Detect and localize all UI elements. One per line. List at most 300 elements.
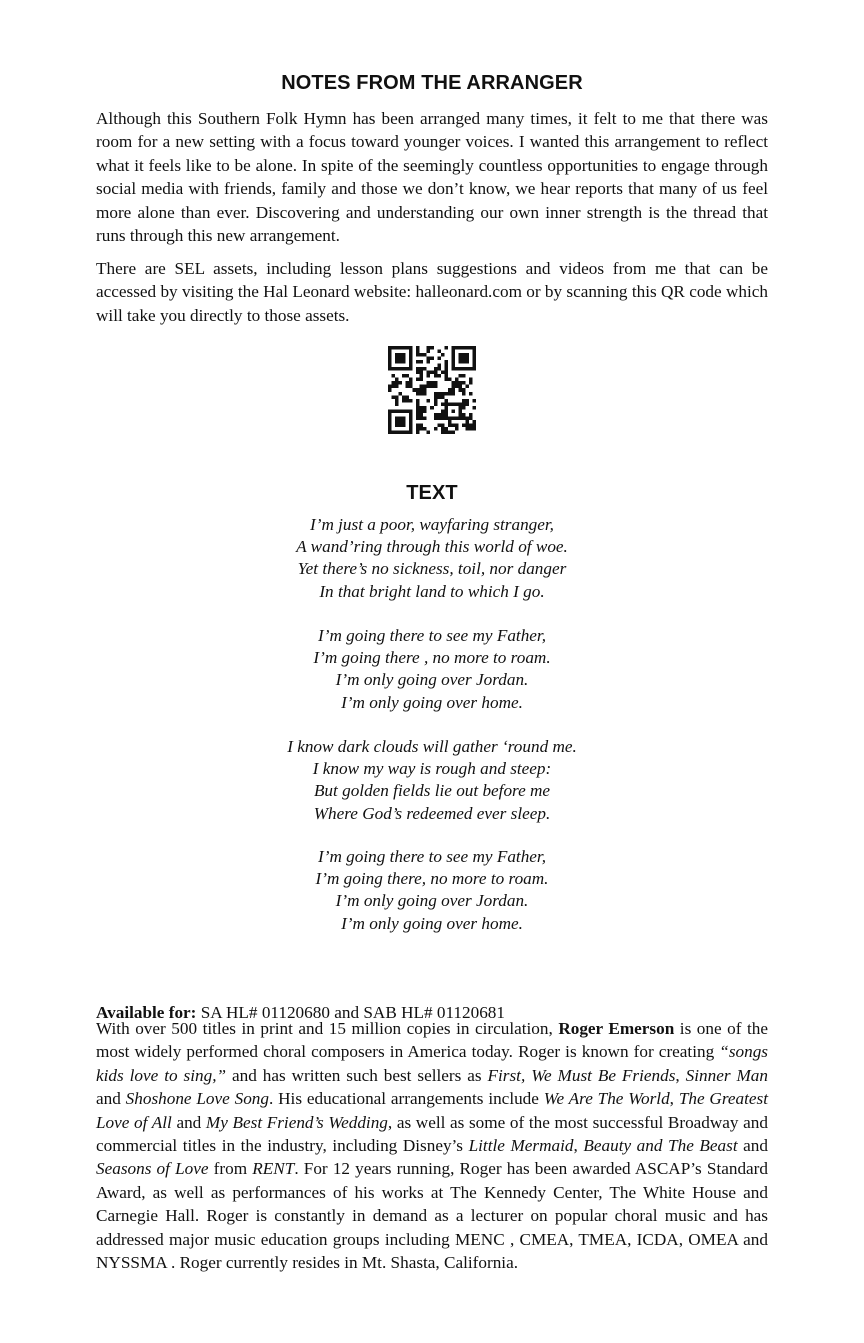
qr-module xyxy=(399,430,403,434)
stanza-line: I know dark clouds will gather ‘round me. xyxy=(287,737,577,756)
qr-module xyxy=(434,385,438,389)
qr-module xyxy=(409,378,413,382)
qr-module xyxy=(462,357,466,361)
bio-title: Sinner Man xyxy=(685,1065,768,1085)
qr-module xyxy=(451,357,455,361)
qr-module xyxy=(395,416,399,420)
qr-module xyxy=(458,416,462,420)
qr-module xyxy=(472,364,476,368)
qr-module xyxy=(434,381,438,385)
qr-module xyxy=(465,353,469,357)
qr-module xyxy=(388,364,392,368)
qr-module xyxy=(437,392,441,396)
qr-module xyxy=(392,409,396,413)
qr-module xyxy=(402,357,406,361)
qr-module xyxy=(472,423,476,427)
qr-module xyxy=(444,374,448,378)
qr-module xyxy=(423,367,427,371)
qr-module xyxy=(458,357,462,361)
qr-module xyxy=(395,399,399,403)
qr-module xyxy=(458,381,462,385)
bio-text: is one of the most widely performed choral composers in America today. Roger is known for creating xyxy=(96,1019,768,1062)
qr-module xyxy=(399,346,403,350)
qr-module xyxy=(462,353,466,357)
qr-module xyxy=(441,409,445,413)
qr-module xyxy=(420,374,424,378)
bio-title: We Are The World xyxy=(543,1089,670,1109)
qr-module xyxy=(437,416,441,420)
qr-module xyxy=(451,350,455,354)
qr-module xyxy=(455,378,459,382)
qr-module xyxy=(448,388,452,392)
qr-module xyxy=(416,378,420,382)
qr-module xyxy=(434,413,438,417)
qr-module xyxy=(465,423,469,427)
qr-module xyxy=(406,399,410,403)
qr-module xyxy=(402,360,406,364)
qr-module xyxy=(462,381,466,385)
qr-module xyxy=(416,350,420,354)
qr-module xyxy=(388,350,392,354)
qr-module xyxy=(444,399,448,403)
qr-module xyxy=(395,346,399,350)
stanza-line: I’m going there to see my Father, xyxy=(318,626,546,645)
stanza-line: I’m only going over Jordan. xyxy=(335,891,529,911)
qr-module xyxy=(402,395,406,399)
qr-module xyxy=(416,371,420,375)
qr-module xyxy=(455,381,459,385)
qr-module xyxy=(406,367,410,371)
qr-module xyxy=(395,409,399,413)
qr-module xyxy=(416,416,420,420)
qr-module xyxy=(423,353,427,357)
qr-module xyxy=(416,409,420,413)
qr-module xyxy=(388,346,392,350)
qr-module xyxy=(472,357,476,361)
bio-title: RENT xyxy=(252,1159,295,1179)
qr-module xyxy=(462,392,466,396)
qr-module xyxy=(472,406,476,410)
qr-module xyxy=(416,413,420,417)
qr-module xyxy=(437,350,441,354)
qr-module xyxy=(451,416,455,420)
qr-module xyxy=(437,357,441,361)
qr-module xyxy=(409,360,413,364)
qr-module xyxy=(388,430,392,434)
qr-module xyxy=(451,360,455,364)
qr-module xyxy=(409,409,413,413)
qr-module xyxy=(399,367,403,371)
qr-module xyxy=(427,360,431,364)
stanza-line: I’m going there to see my Father, xyxy=(318,847,546,866)
qr-module xyxy=(462,367,466,371)
qr-module xyxy=(392,395,396,399)
qr-module xyxy=(465,357,469,361)
bio-text: and xyxy=(737,1136,768,1156)
qr-module xyxy=(395,381,399,385)
qr-module xyxy=(392,367,396,371)
qr-module xyxy=(462,402,466,406)
qr-module xyxy=(448,416,452,420)
qr-module xyxy=(444,416,448,420)
qr-module xyxy=(469,427,473,431)
bio-text: and xyxy=(171,1112,206,1132)
availability-label: Available for: xyxy=(96,1003,197,1023)
qr-module xyxy=(420,423,424,427)
qr-module xyxy=(399,409,403,413)
qr-module xyxy=(416,406,420,410)
qr-module xyxy=(406,395,410,399)
qr-module xyxy=(451,385,455,389)
qr-module xyxy=(444,364,448,368)
qr-module xyxy=(451,423,455,427)
qr-module xyxy=(427,374,431,378)
qr-module xyxy=(469,346,473,350)
qr-module xyxy=(462,423,466,427)
qr-module xyxy=(427,346,431,350)
qr-module xyxy=(458,413,462,417)
stanza-line: I know my way is rough and steep: xyxy=(312,759,552,779)
qr-module xyxy=(448,420,452,424)
qr-module xyxy=(441,416,445,420)
qr-module xyxy=(441,423,445,427)
qr-module xyxy=(409,346,413,350)
qr-module xyxy=(437,395,441,399)
qr-module xyxy=(458,385,462,389)
qr-module xyxy=(388,427,392,431)
qr-module xyxy=(420,353,424,357)
qr-module xyxy=(458,406,462,410)
qr-module xyxy=(416,423,420,427)
qr-module xyxy=(458,409,462,413)
qr-module xyxy=(455,416,459,420)
qr-module xyxy=(406,409,410,413)
bio-text: . His educational arrangements include xyxy=(269,1089,544,1109)
qr-module xyxy=(469,378,473,382)
stanza-1 xyxy=(96,514,768,603)
qr-code[interactable] xyxy=(388,346,476,434)
qr-module xyxy=(430,357,434,361)
qr-module xyxy=(458,388,462,392)
qr-module xyxy=(448,430,452,434)
bio-title: The Greatest Love of All xyxy=(96,1089,768,1132)
qr-module xyxy=(434,399,438,403)
stanza-line: But golden fields lie out before me xyxy=(313,781,551,801)
qr-module xyxy=(420,413,424,417)
qr-module xyxy=(451,402,455,406)
qr-module xyxy=(395,357,399,361)
qr-module xyxy=(444,409,448,413)
bio-text: , xyxy=(669,1089,679,1109)
bio-title: My Best Friend’s Wedding xyxy=(205,1112,388,1132)
qr-module xyxy=(402,367,406,371)
bio-title: Shoshone Love Song xyxy=(125,1089,269,1109)
qr-module xyxy=(437,374,441,378)
qr-module xyxy=(437,413,441,417)
qr-module xyxy=(441,402,445,406)
qr-module xyxy=(416,392,420,396)
qr-module xyxy=(458,374,462,378)
qr-module xyxy=(465,427,469,431)
availability-value: SA HL# 01120680 and SAB HL# 01120681 xyxy=(200,1003,505,1023)
bio-quote: “songs kids love to sing,” xyxy=(96,1042,768,1085)
qr-module xyxy=(395,420,399,424)
qr-module xyxy=(399,423,403,427)
qr-module xyxy=(420,392,424,396)
qr-module xyxy=(441,430,445,434)
qr-module xyxy=(416,388,420,392)
qr-module xyxy=(416,402,420,406)
qr-module xyxy=(472,427,476,431)
qr-module xyxy=(409,430,413,434)
bio-title: Beauty and The Beast xyxy=(583,1136,738,1156)
stanza-line: I’m only going over Jordan. xyxy=(335,670,529,690)
notes-paragraph-1: Although this Southern Folk Hymn has been arranged many times, it felt to me that there was room for a new setting with a focus toward younger voices. I wanted this arrangement to reflect what it feels like to be alone. In spite of the seemingly countless opportunities to engage through social media with friends, family and those we don’t know, we hear reports that many of us feel more alone than ever. Discovering and understanding our own inner strength is the thread that runs through this new arrangement. xyxy=(96,109,768,246)
qr-module xyxy=(455,367,459,371)
qr-module xyxy=(388,423,392,427)
qr-module xyxy=(395,385,399,389)
qr-module xyxy=(395,430,399,434)
qr-module xyxy=(441,395,445,399)
qr-module xyxy=(423,388,427,392)
stanza-line: A wand’ring through this world of woe. xyxy=(296,537,568,557)
bio-title: Seasons of Love xyxy=(96,1159,209,1179)
qr-module xyxy=(444,427,448,431)
qr-module xyxy=(423,409,427,413)
qr-module xyxy=(395,353,399,357)
qr-module xyxy=(434,427,438,431)
bio-text: and has written such best sellers as xyxy=(226,1065,488,1085)
qr-module xyxy=(430,346,434,350)
qr-module xyxy=(423,392,427,396)
bio-text: . For 12 years running, Roger has been awarded ASCAP’s Standard Award, as well as performances of his works at The Kennedy Center, The White House and Carnegie Hall. Roger is constantly in demand as a lecturer on popular choral music and has addressed major music education groups including MENC , CMEA, TMEA, ICDA, OMEA and NYSSMA . Roger currently resides in Mt. Shasta, California. xyxy=(96,1159,768,1273)
qr-module xyxy=(423,427,427,431)
qr-module xyxy=(451,367,455,371)
qr-module xyxy=(402,416,406,420)
qr-module xyxy=(427,430,431,434)
qr-module xyxy=(462,388,466,392)
qr-module xyxy=(402,346,406,350)
qr-module xyxy=(434,395,438,399)
qr-module xyxy=(427,381,431,385)
qr-module xyxy=(388,388,392,392)
qr-module xyxy=(392,374,396,378)
qr-module xyxy=(399,416,403,420)
bio-text: , xyxy=(573,1136,584,1156)
qr-module xyxy=(469,423,473,427)
qr-module xyxy=(444,346,448,350)
qr-module xyxy=(458,346,462,350)
qr-module xyxy=(416,360,420,364)
bio-title: First, We Must Be Friends xyxy=(487,1065,676,1085)
qr-module xyxy=(413,388,417,392)
qr-module xyxy=(416,430,420,434)
bio-text: With over 500 titles in print and 15 million copies in circulation, xyxy=(96,1019,559,1038)
qr-module xyxy=(388,416,392,420)
qr-module xyxy=(455,346,459,350)
notes-paragraph-2: There are SEL assets, including lesson plans suggestions and videos from me that can be accessed by visiting the Hal Leonard website: halleonard.com or by scanning this QR code which will take you directly to those assets. xyxy=(96,259,768,325)
qr-module xyxy=(395,360,399,364)
qr-module xyxy=(462,346,466,350)
qr-module xyxy=(420,371,424,375)
composer-name: Roger Emerson xyxy=(558,1019,675,1038)
qr-module xyxy=(465,367,469,371)
qr-module xyxy=(388,353,392,357)
qr-module xyxy=(427,371,431,375)
qr-module xyxy=(409,367,413,371)
stanza-line: Where God’s redeemed ever sleep. xyxy=(313,803,551,823)
stanza-line: I’m just a poor, wayfaring stranger, xyxy=(310,515,554,534)
qr-module xyxy=(451,409,455,413)
qr-module xyxy=(441,353,445,357)
qr-module xyxy=(430,406,434,410)
qr-module xyxy=(388,413,392,417)
qr-module xyxy=(469,367,473,371)
qr-module xyxy=(409,399,413,403)
qr-module xyxy=(420,378,424,382)
qr-module xyxy=(465,402,469,406)
qr-module xyxy=(409,364,413,368)
qr-module xyxy=(434,371,438,375)
qr-module xyxy=(434,374,438,378)
stanza-4 xyxy=(96,846,768,935)
qr-module xyxy=(395,395,399,399)
qr-module xyxy=(388,420,392,424)
qr-module xyxy=(406,430,410,434)
qr-module xyxy=(434,392,438,396)
qr-module xyxy=(409,413,413,417)
qr-module xyxy=(444,360,448,364)
qr-module xyxy=(430,371,434,375)
qr-module xyxy=(455,385,459,389)
qr-module xyxy=(402,409,406,413)
qr-module xyxy=(469,413,473,417)
qr-module xyxy=(465,385,469,389)
qr-module xyxy=(399,381,403,385)
qr-module xyxy=(409,420,413,424)
stanza-line: I’m only going over home. xyxy=(341,913,523,933)
stanza-3 xyxy=(96,736,768,825)
bio-text: and xyxy=(96,1089,126,1109)
qr-module xyxy=(448,402,452,406)
qr-module xyxy=(444,378,448,382)
qr-module xyxy=(465,360,469,364)
stanza-line: Yet there’s no sickness, toil, nor danger xyxy=(297,559,567,579)
qr-module xyxy=(395,367,399,371)
qr-module xyxy=(416,427,420,431)
qr-module xyxy=(465,399,469,403)
qr-module xyxy=(388,360,392,364)
qr-module xyxy=(392,381,396,385)
qr-module xyxy=(458,353,462,357)
qr-module xyxy=(434,402,438,406)
qr-module xyxy=(472,360,476,364)
qr-module xyxy=(399,353,403,357)
qr-module xyxy=(469,416,473,420)
qr-module xyxy=(462,360,466,364)
bio-text: from xyxy=(208,1159,253,1179)
qr-module xyxy=(416,346,420,350)
qr-module xyxy=(420,388,424,392)
qr-module xyxy=(441,427,445,431)
qr-module xyxy=(427,350,431,354)
notes-heading: NOTES FROM THE ARRANGER xyxy=(281,72,583,94)
qr-module xyxy=(472,420,476,424)
qr-module xyxy=(469,392,473,396)
qr-module xyxy=(420,367,424,371)
bio-text: , xyxy=(675,1065,686,1085)
qr-module xyxy=(420,409,424,413)
qr-module xyxy=(416,399,420,403)
qr-module xyxy=(395,378,399,382)
qr-module xyxy=(420,406,424,410)
qr-module xyxy=(444,392,448,396)
qr-module xyxy=(444,371,448,375)
qr-module xyxy=(409,357,413,361)
qr-module xyxy=(451,364,455,368)
qr-module xyxy=(406,374,410,378)
qr-module xyxy=(472,350,476,354)
qr-module xyxy=(462,399,466,403)
qr-module xyxy=(451,430,455,434)
qr-module xyxy=(388,367,392,371)
qr-module xyxy=(388,385,392,389)
qr-module xyxy=(472,353,476,357)
qr-module xyxy=(420,427,424,431)
qr-module xyxy=(406,385,410,389)
qr-module xyxy=(402,374,406,378)
qr-module xyxy=(392,346,396,350)
qr-module xyxy=(423,406,427,410)
qr-module xyxy=(399,392,403,396)
qr-module xyxy=(448,423,452,427)
qr-module xyxy=(402,420,406,424)
qr-module xyxy=(395,423,399,427)
qr-module xyxy=(444,367,448,371)
stanza-2 xyxy=(96,625,768,714)
qr-module xyxy=(427,399,431,403)
qr-module xyxy=(451,388,455,392)
qr-module xyxy=(388,357,392,361)
qr-module xyxy=(430,381,434,385)
stanza-line: I’m going there , no more to roam. xyxy=(313,648,551,668)
bio-text: , as well as some of the most successful Broadway and commercial titles in the industry, including Disney’s xyxy=(96,1112,768,1156)
qr-module xyxy=(434,416,438,420)
qr-module xyxy=(465,346,469,350)
qr-module xyxy=(409,416,413,420)
qr-module xyxy=(399,420,403,424)
qr-module xyxy=(462,416,466,420)
qr-module xyxy=(451,353,455,357)
qr-module xyxy=(409,423,413,427)
qr-module xyxy=(455,402,459,406)
qr-module xyxy=(448,378,452,382)
qr-module xyxy=(458,367,462,371)
qr-module xyxy=(458,360,462,364)
qr-module xyxy=(465,420,469,424)
qr-module xyxy=(409,427,413,431)
qr-module xyxy=(402,353,406,357)
qr-module xyxy=(458,402,462,406)
qr-module xyxy=(420,360,424,364)
qr-module xyxy=(399,357,403,361)
qr-module xyxy=(409,353,413,357)
qr-module xyxy=(437,364,441,368)
qr-module xyxy=(444,413,448,417)
qr-module xyxy=(472,399,476,403)
text-heading: TEXT xyxy=(406,482,458,504)
qr-module xyxy=(409,350,413,354)
